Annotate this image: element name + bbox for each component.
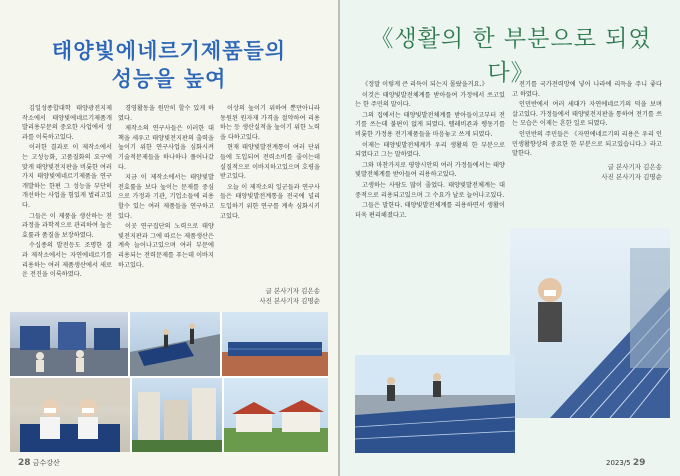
rooftop-installation-photo <box>355 355 515 453</box>
page-number: 28 <box>18 458 31 468</box>
paragraph: 그의 집에서는 태양빛발전체계를 받아들이고부터 전기를 쓰는데 불편이 없게 되였다. 텔레비죤과 랭동기를 비롯한 가정용 전기제품들을 마음놓고 쓰게 되였다. <box>355 111 505 138</box>
paragraph: 이것은 태양빛발전체계를 받아들여 가정에서 쓰고있는 한 주민의 말이다. <box>355 91 505 109</box>
paragraph: 이상의 높이기 위하여 뿐만아니라 동원된 원자재 가격을 절약하여 리용하는 등 생산실적을 높이기 위한 노력을 다하고있다. <box>220 105 320 141</box>
paragraph: 전기를 국가전력망에 넣어 나라에 리득을 주니 좋다고 하였다. <box>512 81 662 98</box>
paragraph: 《정말 이렇게 큰 리득이 되는지 몰랐을거요.》 <box>362 81 488 88</box>
right-column-2 <box>512 80 662 160</box>
houses-photo <box>224 378 328 452</box>
right-column-1 <box>355 80 505 221</box>
paragraph: 인민반에서 여러 세대가 자연에네르기의 덕을 보며 살고있다. 가정들에서 태양빛전지판을 통하여 전기를 쓰는 모습은 이제는 흔한 일로 되였다. <box>512 101 662 128</box>
man-solar-panel-photo <box>510 228 670 418</box>
paragraph: 인민반의 주민들은 《자연에네르기의 리용은 우리 인민생활향상의 중요한 한 부분으로 되고있습니다.》라고 말한다. <box>512 130 662 158</box>
right-title: 《생활의 한 부분으로 되였다》 <box>370 26 652 86</box>
paragraph: 제작소의 연구사들은 이러한 대책을 세우고 태양빛전지판의 출력을 높이기 위한 연구사업을 심화시켜 기술적문제들을 하나하나 풀어나갔다. <box>118 125 214 171</box>
paragraph: 이러한 결과로 이 제작소에서는 고성능화, 고품질화의 요구에 맞게 태양빛전지판을 비롯한 여러가지 태양빛에네르기제품을 연구개발하는 한편 그 성능을 부단히 개선하는 사업을 힘있게 벌리고있다. <box>22 144 112 209</box>
paragraph: 고생하는 사람도 많이 줄었다. 태양빛발전체계는 대중적으로 리용되고있으며 그 수요가 날로 늘어나고있다. <box>355 181 505 199</box>
left-title-line1: 태양빛에네르기제품들의 <box>51 39 287 63</box>
issue-date: 2023/5 <box>606 459 631 467</box>
left-footer <box>18 458 60 468</box>
photo-collage <box>10 312 328 452</box>
apartments-photo <box>132 378 222 452</box>
factory-photo <box>10 312 128 376</box>
paragraph: 지금 이 제작소에서는 태양빛발전효률을 보다 높이는 문제를 중심으로 가정과 기관, 기업소들에 리용할수 있는 여러 제품들을 연구하고있다. <box>118 174 214 220</box>
page-number: 29 <box>632 458 646 468</box>
left-column-3 <box>220 104 320 222</box>
paragraph: 그와 마찬가지로 평양시안의 여러 가정들에서는 태양빛발전체계를 받아들여 리용하고있다. <box>355 161 505 179</box>
rooftop-panels-photo <box>222 312 328 376</box>
paragraph: 오늘 이 제작소의 일군들과 연구사들은 태양빛발전계통을 전국에 널리 도입하기 위한 연구를 계속 심화시키고있다. <box>220 183 320 220</box>
paragraph: 현재 태양빛발전계통이 여러 단위들에 도입되여 전력소비를 줄이는데 실질적으로 이바지하고있으며 호평을 받고있다. <box>220 144 320 181</box>
paragraph: 그들은 이 제품을 생산하는 전 과정을 과학적으로 관리하여 높은 효률과 품질을 보장하였다. <box>22 212 112 239</box>
roof-panels-photo <box>130 312 220 376</box>
paragraph: 그들은 말한다. 태양빛발전체계를 리용하면서 생활이 더욱 편리해졌다고. <box>355 202 505 219</box>
paragraph: 김일성종합대학 태양광전지제작소에서 태양빛에네르기제품개발리용부문의 중요한 사업에서 성과를 이룩하고있다. <box>22 105 112 141</box>
left-byline: 글 본사기자 김은송 사진 본사기자 김명순 <box>259 287 320 305</box>
right-footer <box>606 458 645 468</box>
magazine-name: 금수강산 <box>32 459 60 467</box>
right-byline: 글 본사기자 김은송 사진 본사기자 김명순 <box>601 163 662 181</box>
paragraph: 경영활동을 원만히 할수 있게 하였다. <box>118 105 214 122</box>
left-column-2 <box>118 104 214 271</box>
left-column-1 <box>22 104 112 281</box>
paragraph: 이제는 태양빛발전체계가 우리 생활의 한 부분으로 되였다고 그는 말하였다. <box>355 141 505 159</box>
workers-photo <box>10 378 130 452</box>
paragraph: 수십종의 발전등도 조명한 결과 제작소에서는 자연에네르기를 리용하는 여러 제품생산에서 새로운 전진을 이룩하였다. <box>22 242 112 279</box>
left-title-line2: 성능을 높여 <box>111 67 227 91</box>
paragraph: 이곳 연구집단의 노력으로 태양빛전지판과 그에 따르는 제품생산은 계속 늘어나고있으며 여러 부문에 리용되는 전력문제를 푸는데 이바지하고있다. <box>118 223 214 269</box>
